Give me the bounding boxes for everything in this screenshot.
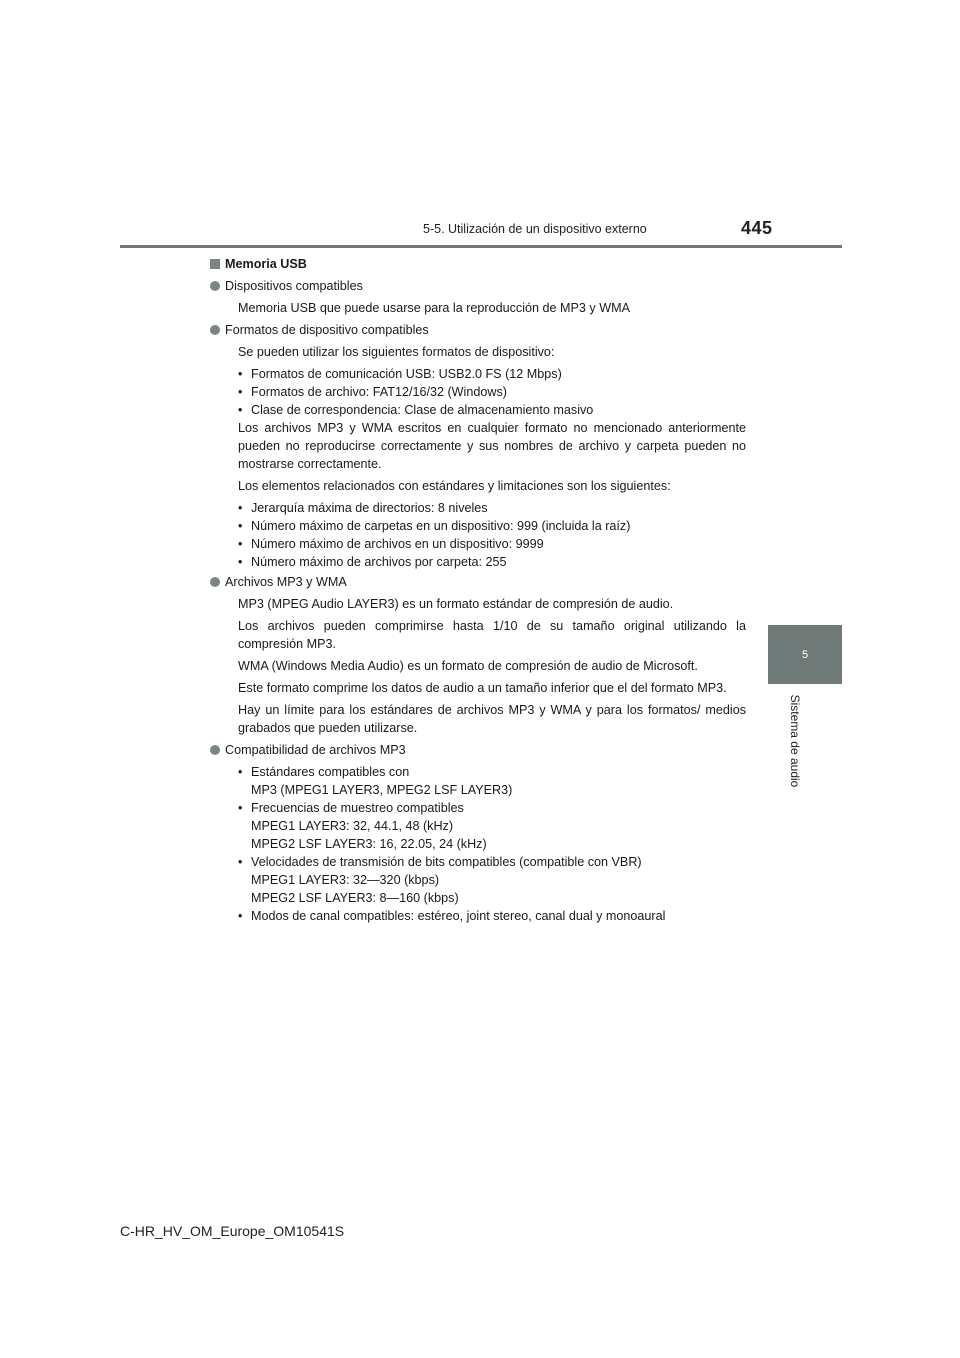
subsection-title: Archivos MP3 y WMA — [225, 575, 347, 589]
paragraph: WMA (Windows Media Audio) es un formato de compresión de audio de Microsoft. — [238, 659, 698, 673]
circle-bullet-icon — [210, 325, 220, 335]
section-heading — [210, 255, 746, 273]
subsection-title: Formatos de dispositivo compatibles — [225, 323, 429, 337]
subsection-heading — [210, 741, 746, 759]
list-subline: MPEG1 LAYER3: 32, 44.1, 48 (kHz) — [251, 819, 454, 833]
paragraph: Se pueden utilizar los siguientes formatos de dispositivo: — [238, 345, 555, 359]
chapter-number: 5 — [801, 648, 809, 661]
heading-text: Memoria USB — [225, 257, 307, 271]
compat-list — [238, 763, 746, 925]
chapter-tab — [768, 625, 842, 684]
subsection-heading — [210, 573, 746, 591]
list-item: • Jerarquía máxima de directorios: 8 niveles — [238, 501, 488, 515]
chapter-label-text: Sistema de audio — [788, 694, 802, 788]
list-subline: MPEG2 LSF LAYER3: 16, 22.05, 24 (kHz) — [251, 837, 487, 851]
circle-bullet-icon — [210, 281, 220, 291]
list — [238, 499, 746, 571]
paragraph: Los archivos pueden comprimirse hasta 1/10 de su tamaño original utilizando la compresión MP3. — [238, 619, 746, 651]
list-item: • Formatos de comunicación USB: USB2.0 FS (12 Mbps) — [238, 367, 562, 381]
main-content — [210, 255, 746, 929]
paragraph: MP3 (MPEG Audio LAYER3) es un formato estándar de compresión de audio. — [238, 597, 674, 611]
paragraph: Memoria USB que puede usarse para la reproducción de MP3 y WMA — [238, 301, 630, 315]
subsection-title: Dispositivos compatibles — [225, 279, 363, 293]
square-bullet-icon — [210, 259, 220, 269]
subsection-heading — [210, 277, 746, 295]
paragraph: Hay un límite para los estándares de archivos MP3 y WMA y para los formatos/ medios grabados que pueden utilizarse. — [238, 703, 746, 735]
header-divider — [120, 245, 842, 248]
list-item: • Número máximo de archivos por carpeta: 255 — [238, 555, 507, 569]
list — [238, 365, 746, 419]
list-subline: MPEG2 LSF LAYER3: 8—160 (kbps) — [251, 891, 459, 905]
page-number: 445 — [741, 218, 773, 238]
document-id: C-HR_HV_OM_Europe_OM10541S — [120, 1223, 345, 1239]
circle-bullet-icon — [210, 745, 220, 755]
list-subline: MP3 (MPEG1 LAYER3, MPEG2 LSF LAYER3) — [251, 783, 513, 797]
list-item: • Velocidades de transmisión de bits compatibles (compatible con VBR) — [238, 855, 642, 869]
subsection-title: Compatibilidad de archivos MP3 — [225, 743, 406, 757]
list-item: • Clase de correspondencia: Clase de almacenamiento masivo — [238, 403, 594, 417]
paragraph: Este formato comprime los datos de audio a un tamaño inferior que el del formato MP3. — [238, 681, 727, 695]
list-item: • Formatos de archivo: FAT12/16/32 (Windows) — [238, 385, 507, 399]
list-item: • Número máximo de archivos en un dispositivo: 9999 — [238, 537, 544, 551]
section-title: 5-5. Utilización de un dispositivo externo — [423, 222, 647, 236]
list-subline: MPEG1 LAYER3: 32—320 (kbps) — [251, 873, 440, 887]
list-item: • Frecuencias de muestreo compatibles — [238, 801, 464, 815]
circle-bullet-icon — [210, 577, 220, 587]
subsection-heading — [210, 321, 746, 339]
paragraph: Los archivos MP3 y WMA escritos en cualquier formato no mencionado anteriormente pueden no reproducirse correctamente y sus nombres de archivo y carpeta pueden no mostrarse correctamente. — [238, 421, 746, 471]
paragraph: Los elementos relacionados con estándares y limitaciones son los siguientes: — [238, 479, 671, 493]
list-item: • Modos de canal compatibles: estéreo, joint stereo, canal dual y monoaural — [238, 909, 666, 923]
list-item: • Estándares compatibles con — [238, 765, 410, 779]
list-item: • Número máximo de carpetas en un dispositivo: 999 (incluida la raíz) — [238, 519, 631, 533]
